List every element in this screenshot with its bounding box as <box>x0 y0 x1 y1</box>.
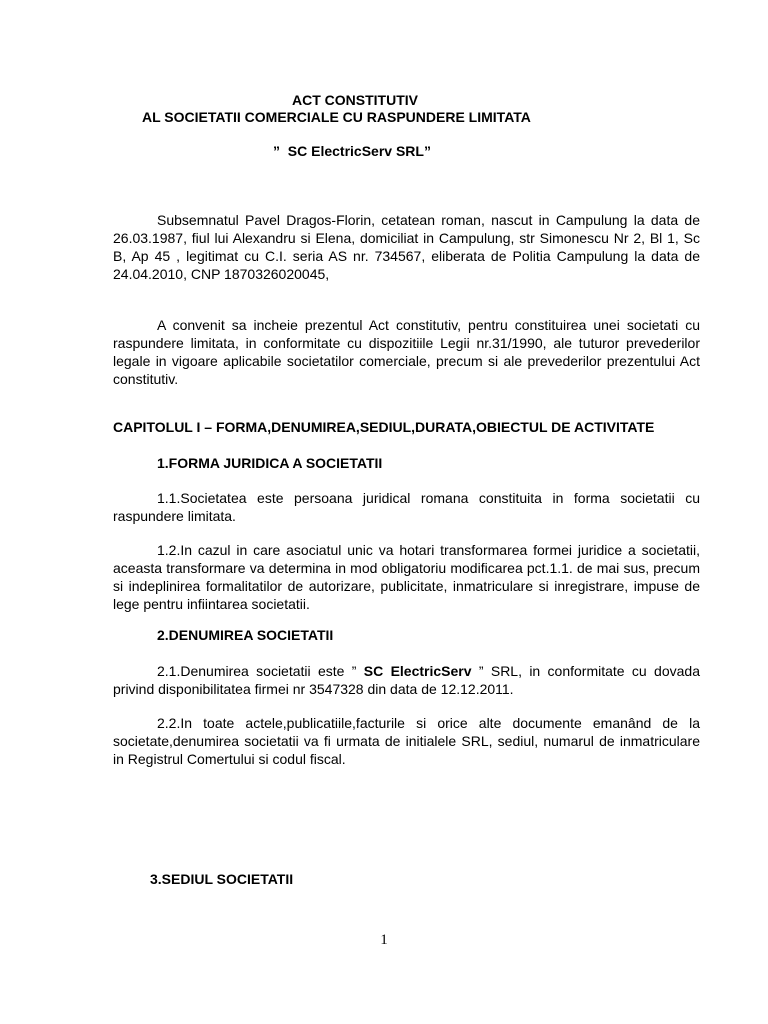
paragraph-2-1-suffix: ” SRL, in conformitate cu dovada privind disponibilitatea firmei nr 3547328 din data de 12.12.2011. <box>113 663 700 697</box>
paragraph-2-1-company: SC ElectricServ <box>363 663 472 679</box>
document-subtitle: AL SOCIETATII COMERCIALE CU RASPUNDERE LIMITATA <box>142 109 531 125</box>
company-name-line: ” SC ElectricServ SRL” <box>273 143 431 159</box>
page-number: 1 <box>380 932 388 948</box>
section-1-heading: 1.FORMA JURIDICA A SOCIETATII <box>157 455 383 471</box>
agreement-paragraph: A convenit sa incheie prezentul Act constitutiv, pentru constituirea unei societati cu raspundere limitata, in conformitate cu dispozitiile Legii nr.31/1990, ale tuturor prevederilor legale in vigoare aplicabile societatilor comerciale, precum si ale prevederilor prezentului Act constitutiv. <box>113 317 700 387</box>
paragraph-2-2: 2.2.In toate actele,publicatiile,facturile si orice alte documente emanând de la societate,denumirea societatii va fi urmata de initialele SRL, sediul, numarul de inmatriculare in Registrul Comertului si codul fiscal. <box>113 715 700 767</box>
paragraph-1-2: 1.2.In cazul in care asociatul unic va hotari transformarea formei juridice a societatii, aceasta transformare va determina in mod obligatoriu modificarea pct.1.1. de mai sus, precum si indeplinirea formalitatilor de autorizare, publicitate, inmatriculare si inregistrare, impuse de lege pentru infiintarea societatii. <box>113 542 700 612</box>
section-3-heading: 3.SEDIUL SOCIETATII <box>150 871 294 887</box>
paragraph-2-1-prefix: 2.1.Denumirea societatii este ” <box>157 663 364 679</box>
paragraph-1-1: 1.1.Societatea este persoana juridical romana constituita in forma societatii cu raspundere limitata. <box>113 490 700 524</box>
chapter-1-heading: CAPITOLUL I – FORMA,DENUMIREA,SEDIUL,DURATA,OBIECTUL DE ACTIVITATE <box>113 419 655 435</box>
section-2-heading: 2.DENUMIREA SOCIETATII <box>157 627 334 643</box>
intro-paragraph: Subsemnatul Pavel Dragos-Florin, cetatean roman, nascut in Campulung la data de 26.03.1987, fiul lui Alexandru si Elena, domiciliat in Campulung, str Simonescu Nr 2, Bl 1, Sc B, Ap 45 , legitimat cu C.I. seria AS nr. 734567, eliberata de Politia Campulung la data de 24.04.2010, CNP 1870326020045, <box>113 212 700 282</box>
document-title: ACT CONSTITUTIV <box>292 92 418 108</box>
paragraph-2-1 <box>113 662 700 698</box>
